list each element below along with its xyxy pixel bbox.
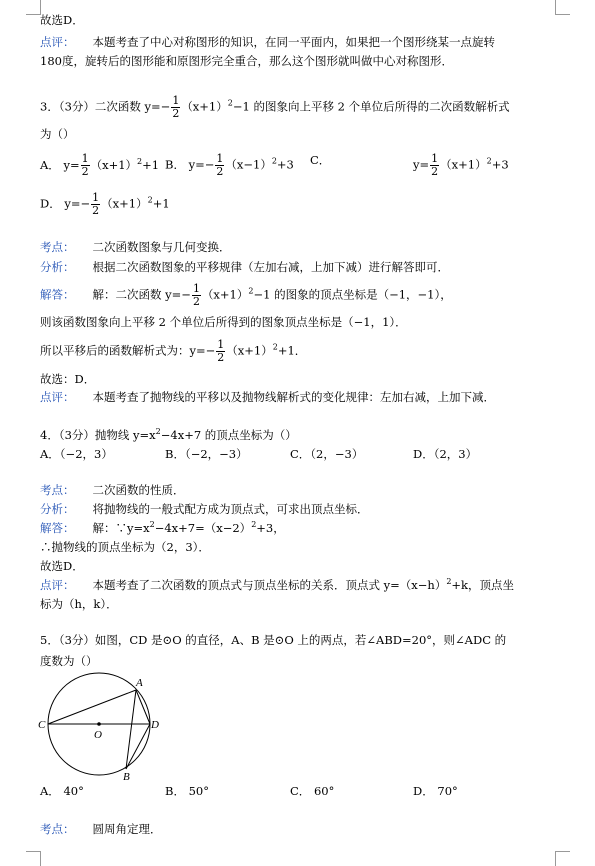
- q3-options-row: [40, 153, 159, 178]
- q5-stem: 5．（3分）如图，CD 是⊙O 的直径，A、B 是⊙O 上的两点，若∠ABD=20°，则∠ADC 的: [40, 633, 507, 647]
- q3-kaodian: 考点： 二次函数图象与几何变换．: [40, 240, 231, 254]
- prev-comment-line2: 180度，旋转后的图形能和原图形完全重合，那么这个图形就叫做中心对称图形．: [40, 54, 453, 68]
- option-b: B． y=− $\frac{1}{2}$ $(x-1)^2+3$: [165, 152, 294, 178]
- corner-mark-top-right: [555, 0, 570, 15]
- corner-mark-bottom-right: [555, 851, 570, 866]
- comment-text: 本题考查了中心对称图形的知识，在同一平面内，如果把一个图形绕某一点旋转: [92, 35, 495, 49]
- q3-dianping: 点评： 本题考查了抛物线的平移以及抛物线解析式的变化规律：左加右减，上加下减．: [40, 390, 495, 404]
- point-label-d: D: [151, 719, 159, 731]
- q4-dianping-line2: 标为（h，k）．: [40, 597, 118, 611]
- point-label-b: B: [123, 771, 130, 782]
- dianping-label: 点评：: [40, 390, 75, 404]
- q4-jieda: 解答： 解：$\because y=x^2-4x+7=(x-2)^2+3$，: [40, 520, 285, 535]
- q4-fenxi: 分析： 将抛物线的一般式配方成为顶点式，可求出顶点坐标．: [40, 502, 369, 516]
- chord-bd: [126, 724, 150, 769]
- comment-label: 点评：: [40, 35, 75, 49]
- corner-mark-top-left: [26, 0, 41, 15]
- q3-jieda: 解答： 解：二次函数 y=− $\frac{1}{2}$ $(x+1)^2-1$ 的图象的顶点坐标是（−1，−1），: [40, 282, 452, 308]
- q4-dianping: 点评： 本题考查了二次函数的顶点式与顶点坐标的关系．顶点式 $y=(x-h)^2+k$，顶点坐: [40, 577, 515, 592]
- circle-figure: [36, 672, 166, 782]
- fraction: [171, 95, 180, 120]
- q4-kaodian: 考点： 二次函数的性质．: [40, 483, 185, 497]
- q3-stem: [40, 95, 510, 120]
- q3-stem-part: （x+1）: [181, 99, 228, 114]
- chord-ab: [126, 690, 136, 769]
- exponent: 2: [227, 98, 233, 108]
- denominator: 2: [172, 107, 180, 120]
- prev-comment-line1: [40, 35, 495, 49]
- q3-fenxi: 分析： 根据二次函数图象的平移规律（左加右减，上加下减）进行解答即可．: [40, 260, 449, 274]
- prev-answer: 故选D．: [40, 13, 84, 27]
- chord-ad: [136, 690, 150, 724]
- q4-answer: 故选D．: [40, 559, 84, 573]
- q3-answer: 故选：D．: [40, 372, 96, 386]
- option-c-label: C．: [310, 153, 331, 167]
- jieda-label: 解答：: [40, 287, 75, 302]
- q3-stem-part: −1 的图象向上平移 2 个单位后所得的二次函数解析式: [232, 99, 510, 114]
- fenxi-label: 分析：: [40, 260, 75, 274]
- q5-kaodian: 考点： 圆周角定理．: [40, 822, 162, 836]
- q5-option-a: A． 40°: [40, 784, 84, 798]
- q4-option-d: D．（2，3）: [413, 447, 478, 461]
- point-label-a: A: [136, 677, 143, 689]
- option-c: y= $\frac{1}{2}$ $(x+1)^2+3$: [413, 152, 509, 178]
- q4-stem: 4．（3分）抛物线 $y=x^2-4x+7$ 的顶点坐标为（）: [40, 427, 297, 442]
- q3-solution-line3: 所以平移后的函数解析式为：y=− $\frac{1}{2}$ $(x+1)^2+1$．: [40, 338, 307, 364]
- q3-solution-line2: 则该函数图象向上平移 2 个单位后所得到的图象顶点坐标是（−1，1）．: [40, 315, 407, 329]
- q5-option-b: B． 50°: [165, 784, 209, 798]
- kaodian-label: 考点：: [40, 240, 75, 254]
- option-d: D． y=− $\frac{1}{2}$ $(x+1)^2+1$: [40, 191, 170, 217]
- corner-mark-bottom-left: [26, 851, 41, 866]
- point-label-c: C: [38, 719, 46, 731]
- center-dot: [97, 722, 101, 726]
- chord-ca: [48, 690, 136, 724]
- q3-stem-line2: 为（）: [40, 127, 75, 141]
- q4-option-b: B．（−2，−3）: [165, 447, 248, 461]
- numerator: 1: [172, 94, 180, 107]
- q5-stem-line2: 度数为（）: [40, 654, 98, 668]
- q4-option-c: C．（2，−3）: [290, 447, 364, 461]
- q5-option-d: D． 70°: [413, 784, 458, 798]
- q3-stem-part: 3．（3分）二次函数 y=−: [40, 99, 171, 114]
- q4-solution-line2: ∴抛物线的顶点坐标为（2，3）．: [40, 540, 210, 554]
- option-a: A． y= $\frac{1}{2}$ $(x+1)^2+1$: [40, 152, 160, 178]
- q4-option-a: A．（−2，3）: [40, 447, 113, 461]
- q5-option-c: C． 60°: [290, 784, 335, 798]
- point-label-o: O: [94, 729, 102, 741]
